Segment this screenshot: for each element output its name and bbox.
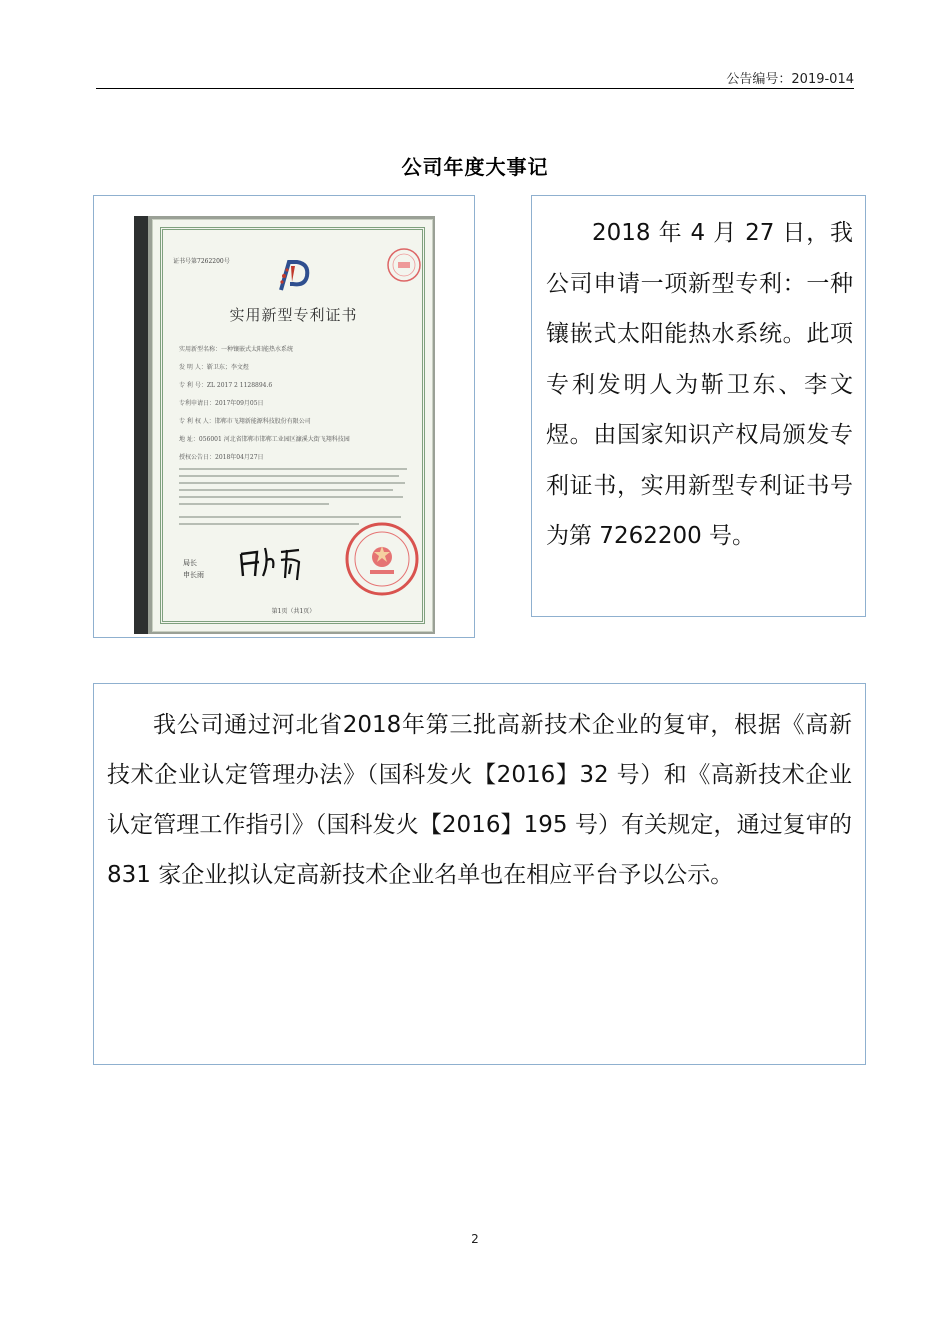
page-title: 公司年度大事记 xyxy=(401,155,549,179)
signature-name-label: 申长雨 xyxy=(183,571,204,579)
certificate-line: 专利申请日：2017年09月05日 xyxy=(179,400,264,407)
certificate-number: 证书号第7262200号 xyxy=(173,258,230,265)
page-number: 2 xyxy=(471,1232,479,1246)
national-seal-icon xyxy=(343,520,421,598)
header-divider xyxy=(96,88,854,89)
patent-certificate-photo xyxy=(134,216,435,634)
certificate-image-frame xyxy=(93,195,475,638)
event-text-high-tech: 我公司通过河北省2018年第三批高新技术企业的复审，根据《高新技术企业认定管理办法》（国科发火【2016】32 号）和《高新技术企业认定管理工作指引》（国科发火【2016】195 号）有关规定，通过复审的 831 家企业拟认定高新技术企业名单也在相应平台予以公示。 xyxy=(107,712,852,888)
patent-office-emblem-icon xyxy=(275,254,317,296)
certificate-line: 地 址：056001 河北省邯郸市邯郸工业园区濂溪大街飞翔科技园 xyxy=(179,436,350,443)
office-seal-icon xyxy=(385,246,423,284)
announcement-code: 公告编号：2019-014 xyxy=(726,72,854,87)
certificate-line: 发 明 人：靳卫东；李文煜 xyxy=(179,364,249,371)
event-text-patent: 2018 年 4 月 27 日，我公司申请一项新型专利：一种镶嵌式太阳能热水系统。此项专利发明人为靳卫东、李文煜。由国家知识产权局颁发专利证书，实用新型专利证书号为第 7262200 号。 xyxy=(546,220,853,549)
certificate-page-footer: 第1页（共1页） xyxy=(271,608,316,615)
certificate-line: 专 利 号：ZL 2017 2 1128894.6 xyxy=(179,382,273,389)
certificate-line: 实用新型名称：一种镶嵌式太阳能热水系统 xyxy=(179,346,294,353)
handwritten-signature xyxy=(237,542,307,586)
certificate-line: 授权公告日：2018年04月27日 xyxy=(179,454,264,461)
certificate-line: 专 利 权 人：邯郸市飞翔新能源科技股份有限公司 xyxy=(179,418,311,425)
event-box-patent xyxy=(531,195,866,617)
signature-title: 局长 xyxy=(183,559,197,567)
certificate-heading: 实用新型专利证书 xyxy=(229,306,358,324)
event-box-high-tech xyxy=(93,683,866,1065)
